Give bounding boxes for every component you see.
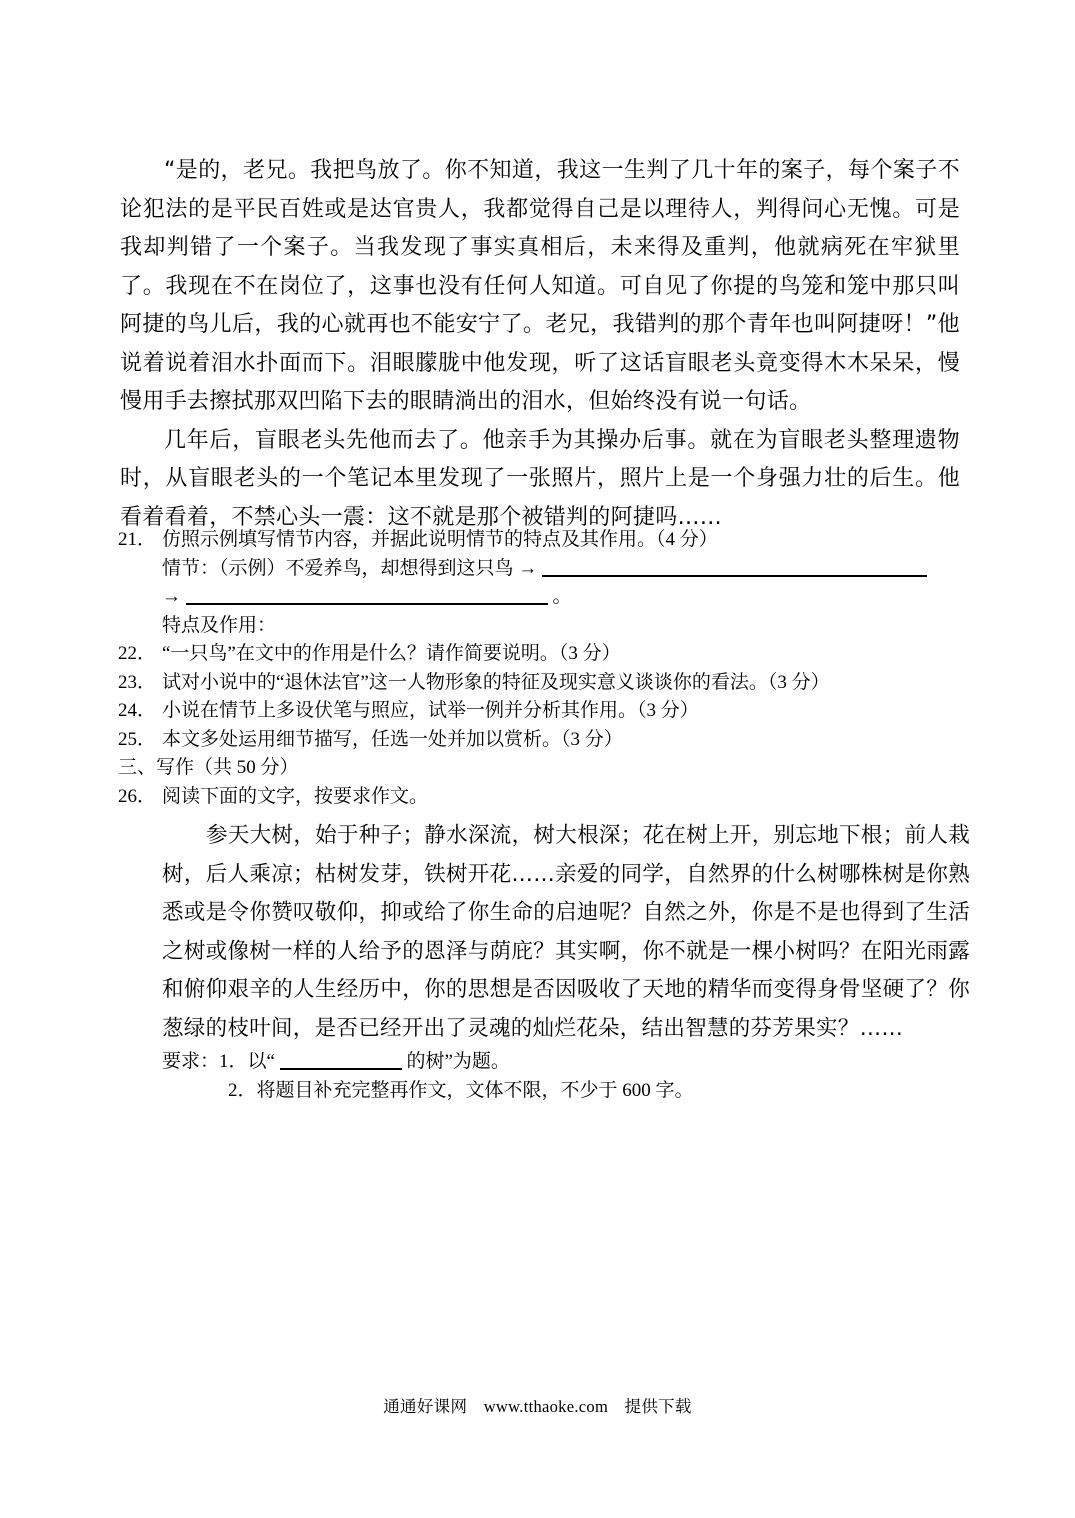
section-heading-writing: 三、写作（共 50 分）	[118, 757, 299, 778]
requirement-label: 要求：1．以“	[162, 1051, 275, 1072]
plot-example: 情节：（示例）不爱养鸟，却想得到这只鸟 →	[162, 557, 538, 579]
passage-text: 参天大树，始于种子；静水深流，树大根深；花在树上开，别忘地下根；前人栽树，后人乘凉；枯树发芽，铁树开花……亲爱的同学，自然界的什么树哪株树是你熟悉或是令你赞叹敬仰，抑或给了你生命的启迪呢？自然之外，你是不是也得到了生活之树或像树一样的人给予的恩泽与荫庇？其实啊，你不就是一棵小树吗？在阳光雨露和俯仰艰辛的人生经历中，你的思想是否因吸收了天地的精华而变得身骨坚硬了？你葱绿的枝叶间，是否已经开出了灵魂的灿烂花朵，结出智慧的芬芳果实？……	[162, 823, 970, 1041]
story-excerpt	[120, 152, 960, 537]
requirement-2: 2．将题目补充完整再作文，文体不限，不少于 600 字。	[228, 1079, 694, 1101]
question-text: 本文多处运用细节描写，任选一处并加以赏析。（3 分）	[162, 728, 623, 750]
feature-label: 特点及作用：	[162, 614, 277, 636]
story-paragraph-2: 几年后，盲眼老头先他而去了。他亲手为其操办后事。就在为盲眼老头整理遗物时，从盲眼老头的一个笔记本里发现了一张照片，照片上是一个身强力壮的后生。他看着看着，不禁心头一震：这不就是那个被错判的阿捷吗……	[120, 427, 960, 530]
question-list	[118, 526, 968, 1105]
question-23	[118, 669, 968, 698]
requirement-1	[118, 1048, 968, 1077]
question-24	[118, 697, 968, 726]
question-number: 26．	[118, 785, 157, 807]
question-text: 仿照示例填写情节内容，并据此说明情节的特点及其作用。（4 分）	[162, 529, 718, 550]
question-number: 22．	[118, 643, 157, 664]
title-blank[interactable]	[280, 1048, 402, 1070]
question-text: 小说在情节上多设伏笔与照应，试举一例并分析其作用。（3 分）	[162, 700, 699, 721]
question-number: 21．	[118, 529, 157, 550]
question-26	[118, 783, 968, 812]
question-text: 试对小说中的“退休法官”这一人物形象的特征及现实意义谈谈你的看法。（3 分）	[162, 671, 830, 693]
writing-prompt-passage	[162, 817, 970, 1048]
question-number: 24．	[118, 700, 157, 721]
answer-blank[interactable]	[542, 555, 927, 577]
question-number: 25．	[118, 728, 157, 750]
question-text: 阅读下面的文字，按要求作文。	[162, 785, 429, 807]
answer-blank[interactable]	[186, 583, 548, 605]
question-21	[118, 526, 968, 555]
plot-fill-line	[118, 555, 968, 584]
end-mark: 。	[552, 586, 572, 607]
footer-note: 提供下载	[624, 1397, 692, 1416]
page-footer	[0, 1393, 1075, 1417]
arrow-symbol: →	[162, 586, 181, 607]
question-25	[118, 726, 968, 755]
story-paragraph-1: “是的，老兄。我把鸟放了。你不知道，我这一生判了几十年的案子，每个案子不论犯法的是平民百姓或是达官贵人，我都觉得自己是以理待人，判得问心无愧。可是我却判错了一个案子。当我发现了事实真相后，未来得及重判，他就病死在牢狱里了。我现在不在岗位了，这事也没有任何人知道。可自见了你提的鸟笼和笼中那只叫阿捷的鸟儿后，我的心就再也不能安宁了。老兄，我错判的那个青年也叫阿捷呀！”他说着说着泪水扑面而下。泪眼朦胧中他发现，听了这话盲眼老头竟变得木木呆呆，慢慢用手去擦拭那双凹陷下去的眼睛淌出的泪水，但始终没有说一句话。	[120, 158, 960, 414]
question-22	[118, 640, 968, 669]
footer-site-name: 通通好课网	[383, 1397, 468, 1416]
question-text: “一只鸟”在文中的作用是什么？请作简要说明。（3 分）	[162, 643, 621, 664]
footer-url[interactable]: www.tthaoke.com	[483, 1397, 609, 1416]
requirement-title-end: 的树”为题。	[406, 1051, 510, 1072]
question-number: 23．	[118, 671, 157, 693]
plot-fill-line-2	[118, 583, 968, 612]
